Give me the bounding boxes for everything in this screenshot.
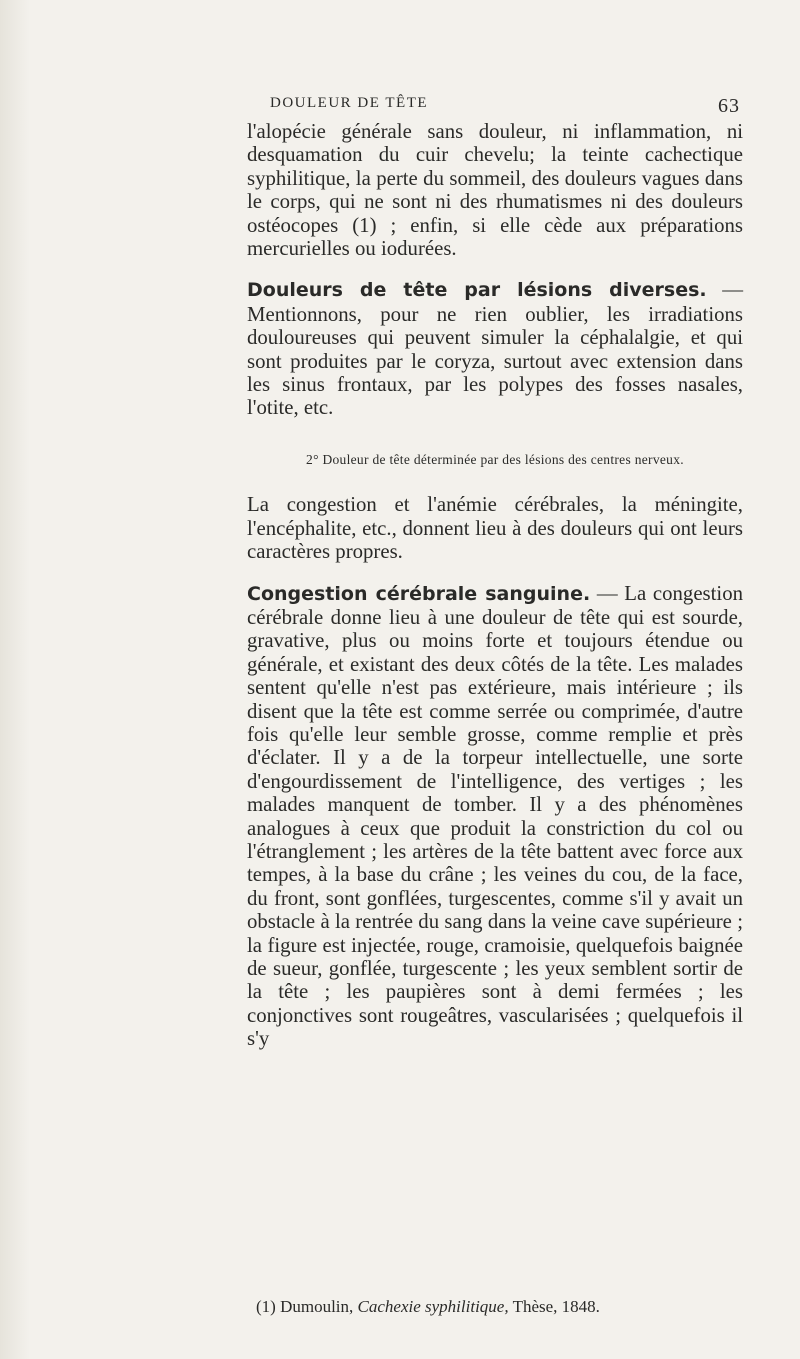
footnote-author: Dumoulin, [280,1297,354,1316]
paragraph-congestion-sanguine [247,582,743,1051]
footnote-rest: Thèse, 1848. [512,1297,600,1316]
page-header [270,95,740,121]
paragraph-text-congestion-sanguine: — La congestion cérébrale donne lieu à une douleur de tête qui est sourde, gravative, plus ou moins forte et toujours étendue ou générale, et existant des deux côtés de la tête. Les malades sentent qu'elle n'est pas extérieure, mais intérieure ; ils disent que la tête est comme serrée ou comprimée, d'autre fois qu'elle leur semble grosse, comme remplie et près d'éclater. Il y a de la torpeur intellectuelle, une sorte d'engourdissement de l'intelligence, des vertiges ; les malades manquent de tomber. Il y a des phénomènes analogues à ceux que produit la constriction du col ou l'étranglement ; les artères de la tête battent avec force aux tempes, à la base du crâne ; les veines du cou, de la face, du front, sont gonflées, turgescentes, comme s'il y avait un obstacle à la rentrée du sang dans la veine cave supérieure ; la figure est injectée, rouge, cramoisie, quelquefois baignée de sueur, gonflée, turgescente ; les yeux semblent sortir de la tête ; les paupières sont à demi fermées ; les conjonctives sont rougeâtres, vascularisées ; quelquefois il s'y [247,581,743,1051]
paragraph-alopecie: l'alopécie générale sans douleur, ni inflammation, ni desquamation du cuir chevelu; la teinte cachectique syphilitique, la perte du sommeil, des douleurs vagues dans le corps, qui ne sont ni des rhumatismes ni des douleurs ostéocopes (1) ; enfin, si elle cède aux préparations mercurielles ou iodurées. [247,120,743,261]
page-number: 63 [718,95,740,117]
binding-edge [0,0,30,1359]
paragraph-text-lesions-diverses: — Mentionnons, pour ne rien oublier, les irradiations douloureuses qui peuvent simuler la céphalalgie, et qui sont produites par le coryza, surtout avec extension dans les sinus frontaux, par les polypes des fosses nasales, l'otite, etc. [247,278,743,420]
page-body [247,120,743,1051]
footnote-title: Cachexie syphilitique, [357,1297,509,1316]
paragraph-lead-congestion-sanguine: Congestion cérébrale sanguine. [247,582,591,605]
running-title: DOULEUR DE TÊTE [270,95,429,111]
paragraph-congestion-anemie: La congestion et l'anémie cérébrales, la méningite, l'encéphalite, etc., donnent lieu à des douleurs qui ont leurs caractères propres. [247,493,743,564]
footnote-marker: (1) [256,1297,276,1316]
section-subheading: 2° Douleur de tête déterminée par des lésions des centres nerveux. [306,451,684,467]
paragraph-lead-lesions-diverses: Douleurs de tête par lésions diverses. [247,279,707,302]
paragraph-lesions-diverses [247,278,743,419]
footnote [256,1297,756,1317]
